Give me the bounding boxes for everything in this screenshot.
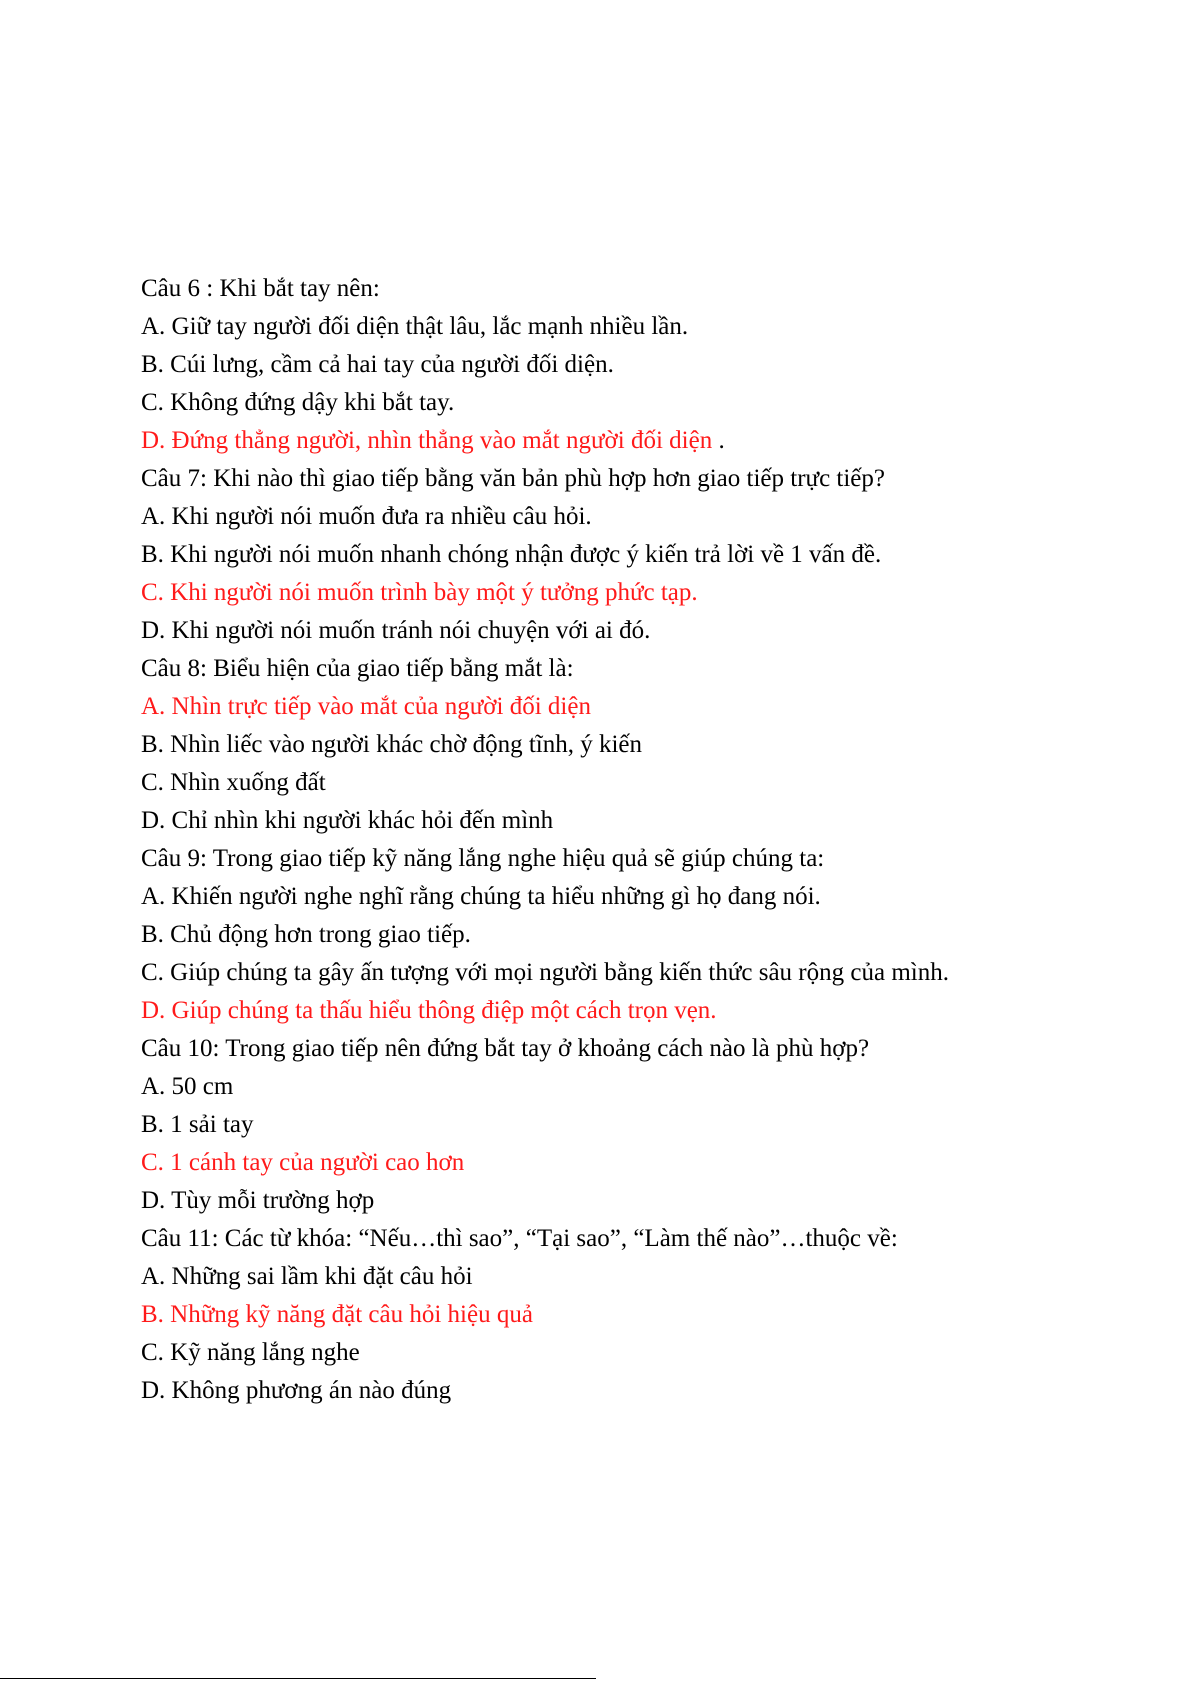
question-text: Câu 7: Khi nào thì giao tiếp bằng văn bản phù hợp hơn giao tiếp trực tiếp? [141,465,885,492]
answer-option: A. Khi người nói muốn đưa ra nhiều câu hỏi. [141,503,592,530]
answer-option: C. 1 cánh tay của người cao hơn [141,1149,465,1176]
answer-option: B. Nhìn liếc vào người khác chờ động tĩnh, ý kiến [141,731,643,758]
answer-option: A. Khiến người nghe nghĩ rằng chúng ta hiểu những gì họ đang nói. [141,883,821,910]
question-text: Câu 8: Biểu hiện của giao tiếp bằng mắt là: [141,655,574,682]
answer-option: B. Chủ động hơn trong giao tiếp. [141,921,471,948]
answer-suffix: . [712,427,725,454]
answer-option: A. Nhìn trực tiếp vào mắt của người đối diện [141,693,591,720]
answer-option: C. Không đứng dậy khi bắt tay. [141,389,455,416]
question-text: Câu 6 : Khi bắt tay nên: [141,275,380,302]
question-block [141,650,1151,840]
question-block [141,840,1151,1030]
answer-option: D. Tùy mỗi trường hợp [141,1187,375,1214]
footnote-divider [0,1678,596,1679]
answer-option: B. Khi người nói muốn nhanh chóng nhận được ý kiến trả lời về 1 vấn đề. [141,541,882,568]
answer-option: C. Kỹ năng lắng nghe [141,1339,360,1366]
answer-option: B. 1 sải tay [141,1111,254,1138]
answer-option: D. Giúp chúng ta thấu hiểu thông điệp một cách trọn vẹn. [141,997,717,1024]
question-text: Câu 10: Trong giao tiếp nên đứng bắt tay ở khoảng cách nào là phù hợp? [141,1035,870,1062]
answer-option: B. Cúi lưng, cầm cả hai tay của người đối diện. [141,351,614,378]
answer-option: C. Nhìn xuống đất [141,769,326,796]
correct-answer-text: D. Đứng thẳng người, nhìn thẳng vào mắt người đối diện [141,427,713,454]
answer-option: C. Khi người nói muốn trình bày một ý tưởng phức tạp. [141,579,698,606]
question-text: Câu 11: Các từ khóa: “Nếu…thì sao”, “Tại sao”, “Làm thế nào”…thuộc về: [141,1225,898,1252]
question-text: Câu 9: Trong giao tiếp kỹ năng lắng nghe hiệu quả sẽ giúp chúng ta: [141,845,825,872]
answer-option: D. Không phương án nào đúng [141,1377,452,1404]
question-block [141,1220,1151,1410]
answer-option [141,422,1151,460]
quiz-content [141,270,1151,1410]
answer-option: A. 50 cm [141,1073,234,1100]
question-block [141,460,1151,650]
answer-option: D. Khi người nói muốn tránh nói chuyện với ai đó. [141,617,651,644]
answer-option: D. Chỉ nhìn khi người khác hỏi đến mình [141,807,554,834]
answer-option: A. Những sai lầm khi đặt câu hỏi [141,1263,473,1290]
question-block [141,270,1151,460]
answer-option: C. Giúp chúng ta gây ấn tượng với mọi người bằng kiến thức sâu rộng của mình. [141,959,949,986]
answer-option: A. Giữ tay người đối diện thật lâu, lắc mạnh nhiều lần. [141,313,689,340]
question-block [141,1030,1151,1220]
answer-option: B. Những kỹ năng đặt câu hỏi hiệu quả [141,1301,533,1328]
